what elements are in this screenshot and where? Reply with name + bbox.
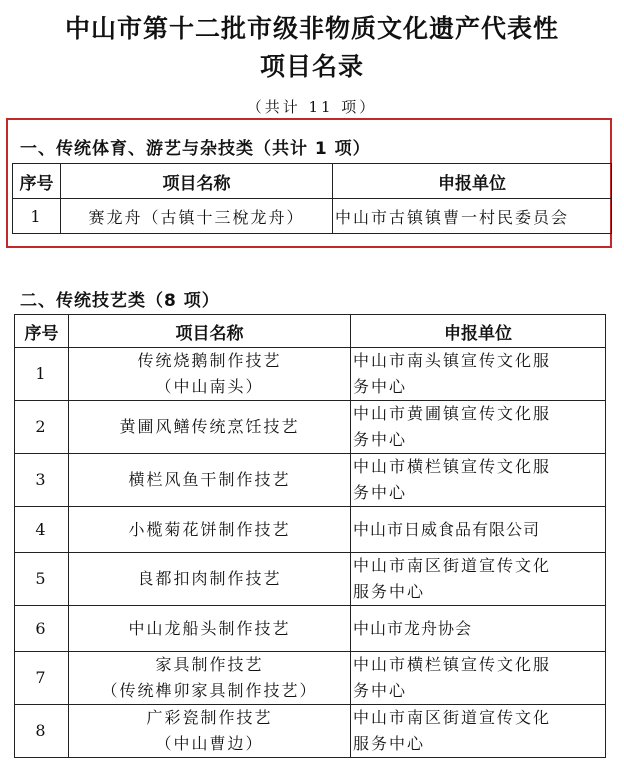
row-no: 2: [15, 401, 69, 454]
row-unit-line1: 中山市龙舟协会: [353, 618, 473, 638]
header-unit: 申报单位: [351, 315, 606, 348]
row-unit-line1: 中山市南头镇宣传文化服: [353, 351, 552, 370]
row-unit-line1: 中山市日威食品有限公司: [353, 519, 541, 539]
row-name-line2: （传统榫卯家具制作技艺）: [101, 681, 318, 700]
row-unit-line2: 服务中心: [353, 582, 426, 601]
row-unit: [351, 553, 606, 606]
row-unit: [351, 606, 606, 652]
row-name: [69, 454, 351, 507]
table-row: [15, 454, 606, 507]
table-row: [15, 705, 606, 758]
header-name: 项目名称: [61, 164, 333, 199]
row-unit-line1: 中山市南区街道宣传文化: [353, 708, 552, 727]
row-no: 6: [15, 606, 69, 652]
row-unit-line1: 中山市横栏镇宣传文化服: [353, 655, 552, 674]
row-no: 8: [15, 705, 69, 758]
table-row: [15, 507, 606, 553]
table-header-row: [13, 164, 612, 199]
table-row: [13, 199, 612, 234]
row-name: [69, 652, 351, 705]
row-name-line2: （中山南头）: [155, 377, 264, 396]
row-unit-line2: 务中心: [353, 483, 408, 502]
table-row: [15, 652, 606, 705]
row-name: 赛龙舟（古镇十三梲龙舟）: [61, 199, 333, 234]
row-name-line1: 家具制作技艺: [155, 655, 264, 674]
header-no: 序号: [15, 315, 69, 348]
row-no: 3: [15, 454, 69, 507]
table-row: [15, 553, 606, 606]
row-name-line2: （中山曹边）: [155, 734, 264, 753]
header-unit: 申报单位: [333, 164, 612, 199]
row-name-line1: 传统烧鹅制作技艺: [137, 351, 282, 370]
row-no: 5: [15, 553, 69, 606]
row-name: [69, 507, 351, 553]
doc-title-line1: 中山市第十二批市级非物质文化遗产代表性: [64, 14, 559, 43]
section1-table: [12, 163, 612, 234]
doc-subtitle: （共计 11 项）: [246, 98, 378, 116]
row-no: 1: [15, 348, 69, 401]
row-name: [69, 401, 351, 454]
row-unit-line2: 务中心: [353, 430, 408, 449]
table-header-row: [15, 315, 606, 348]
row-unit-line1: 中山市南区街道宣传文化: [353, 556, 552, 575]
row-unit-line1: 中山市黄圃镇宣传文化服: [353, 404, 552, 423]
row-unit-line2: 务中心: [353, 377, 408, 396]
row-unit-line2: 务中心: [353, 681, 408, 700]
row-name: [69, 348, 351, 401]
row-unit: [351, 348, 606, 401]
row-name-line1: 黄圃风鳝传统烹饪技艺: [119, 417, 300, 436]
row-name-line1: 中山龙船头制作技艺: [128, 618, 291, 638]
row-no: 1: [13, 199, 61, 234]
table-row: [15, 401, 606, 454]
row-unit: [351, 401, 606, 454]
section1-heading: 一、传统体育、游艺与杂技类（共计 1 项）: [20, 139, 371, 159]
row-unit-line2: 服务中心: [353, 734, 426, 753]
row-name: [69, 553, 351, 606]
row-unit: 中山市古镇镇曹一村民委员会: [333, 199, 612, 234]
table-row: [15, 606, 606, 652]
row-name: [69, 705, 351, 758]
row-unit-line1: 中山市横栏镇宣传文化服: [353, 457, 552, 476]
table-row: [15, 348, 606, 401]
row-name-line1: 良都扣肉制作技艺: [137, 569, 282, 588]
row-name: [69, 606, 351, 652]
doc-title-line2: 项目名录: [259, 52, 364, 81]
header-name: 项目名称: [69, 315, 351, 348]
section2-table: [14, 314, 606, 758]
section2-heading: 二、传统技艺类（8 项）: [20, 291, 220, 311]
row-name-line1: 小榄菊花饼制作技艺: [128, 519, 291, 539]
row-unit: [351, 705, 606, 758]
row-name-line1: 广彩瓷制作技艺: [146, 708, 273, 727]
row-no: 7: [15, 652, 69, 705]
row-no: 4: [15, 507, 69, 553]
row-unit: [351, 652, 606, 705]
header-no: 序号: [13, 164, 61, 199]
row-unit: [351, 507, 606, 553]
row-unit: [351, 454, 606, 507]
row-name-line1: 横栏风鱼干制作技艺: [128, 470, 291, 489]
